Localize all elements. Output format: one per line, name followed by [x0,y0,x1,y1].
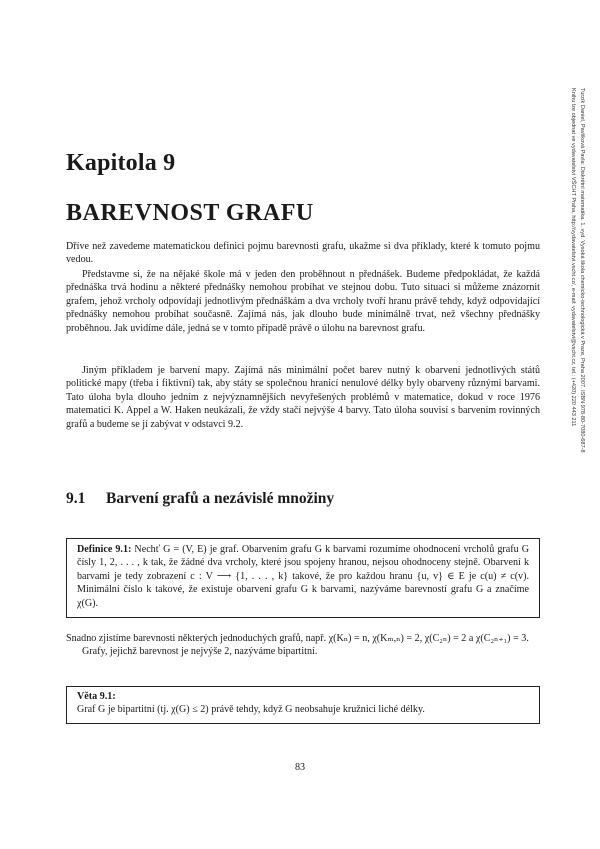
chapter-title: BAREVNOST GRAFU [66,200,314,226]
lectures-paragraph [66,268,540,335]
after-definition [66,632,540,659]
section-title: Barvení grafů a nezávislé množiny [106,490,335,507]
bipartite-text: Grafy, jejichž barevnost je nejvýše 2, nazýváme bipartitní. [82,646,318,658]
lectures-text: Představme si, že na nějaké škole má v jeden den proběhnout n přednášek. Budeme předpokládat, že každá přednáška trvá hodinu a některé přednášky nemohou probíhat ve stejnou dobu. Tuto situaci si můžeme znázornit grafem, jehož vrcholy odpovídají jednotlivým přednáškám a dva vrcholy tvoří hranu právě tehdy, když odpovídající přednášky nemohou probíhat současně. Zajímá nás, jak dlouho bude minimálně trvat, než všechny přednášky proběhnou. Jak uvidíme dále, jedná se v tomto případě právě o úlohu na barevnost grafu. [66,269,540,334]
theorem-text: Graf G je bipartitní (tj. χ(G) ≤ 2) právě tehdy, když G neobsahuje kružnici liché délky. [77,704,425,716]
side-note-line1: Turzík Daniel, Pavlíková Pavla: Diskrétní matematika. 1. vyd. Vysoká škola chemicko-technologická v Praze, Praha 2007. ISBN 978-80-7080-687-8 [579,88,585,453]
section-heading [66,490,334,508]
page-number: 83 [294,762,306,773]
intro-text: Dříve než zavedeme matematickou definici pojmu barevnosti grafu, ukažme si dva příklady, které k tomuto pojmu vedou. [66,241,540,266]
maps-text: Jiným příkladem je barvení mapy. Zajímá nás minimální počet barev nutný k obarvení jednotlivých států politické mapy (třeba i fiktivní) tak, aby státy se společnou hranicí nenulové délky byly obarveny různými barvami. Tato úloha byla dlouho jedním z nejvýznamnějších nevyřešených problémů v matematice, dokud v roce 1976 matematici K. Appel a W. Haken neukázali, že vždy stačí nejvýše 4 barvy. Tato úloha souvisí s barvením rovinných grafů a budeme se jí zabývat v odstavci 9.2. [66,365,540,430]
examples-text: Snadno zjistíme barevnosti některých jednoduchých grafů, např. χ(Kₙ) = n, χ(Kₘ,ₙ) = 2, χ(C₂ₙ) = 2 a χ(C₂ₙ₊₁) = 3. [66,633,529,644]
side-note-line2: Knihu lze objednat ve vydavatelství VŠCHT Praha, http://vydavatelstvi.vscht.cz/, e-mail: vydavatelstvi@vscht.cz, tel.: (+420) 220 443 211 [570,88,577,427]
intro-paragraph [66,240,540,267]
section-number: 9.1 [66,490,86,507]
definition-box [66,538,540,618]
definition-label: Definice 9.1: [77,544,132,555]
theorem-box [66,686,540,724]
chapter-label: Kapitola 9 [66,150,176,176]
definition-text: Nechť G = (V, E) je graf. Obarvením grafu G k barvami rozumíme ohodnocení vrcholů grafu G čísly 1, 2, . . . , k tak, že žádné dva vrcholy, které jsou spojeny hranou, nejsou ohodnoceny stejně. Obarvení k barvami je tedy zobrazení c : V ⟶ {1, . . . , k} takové, že pro každou hranu {u, v} ∈ E je c(u) ≠ c(v). Minimální číslo k takové, že existuje obarvení grafu G k barvami, nazýváme barevností grafu G a značíme χ(G). [77,544,529,609]
maps-paragraph [66,364,540,431]
side-copyright-note [568,88,586,688]
theorem-label: Věta 9.1: [77,691,116,702]
